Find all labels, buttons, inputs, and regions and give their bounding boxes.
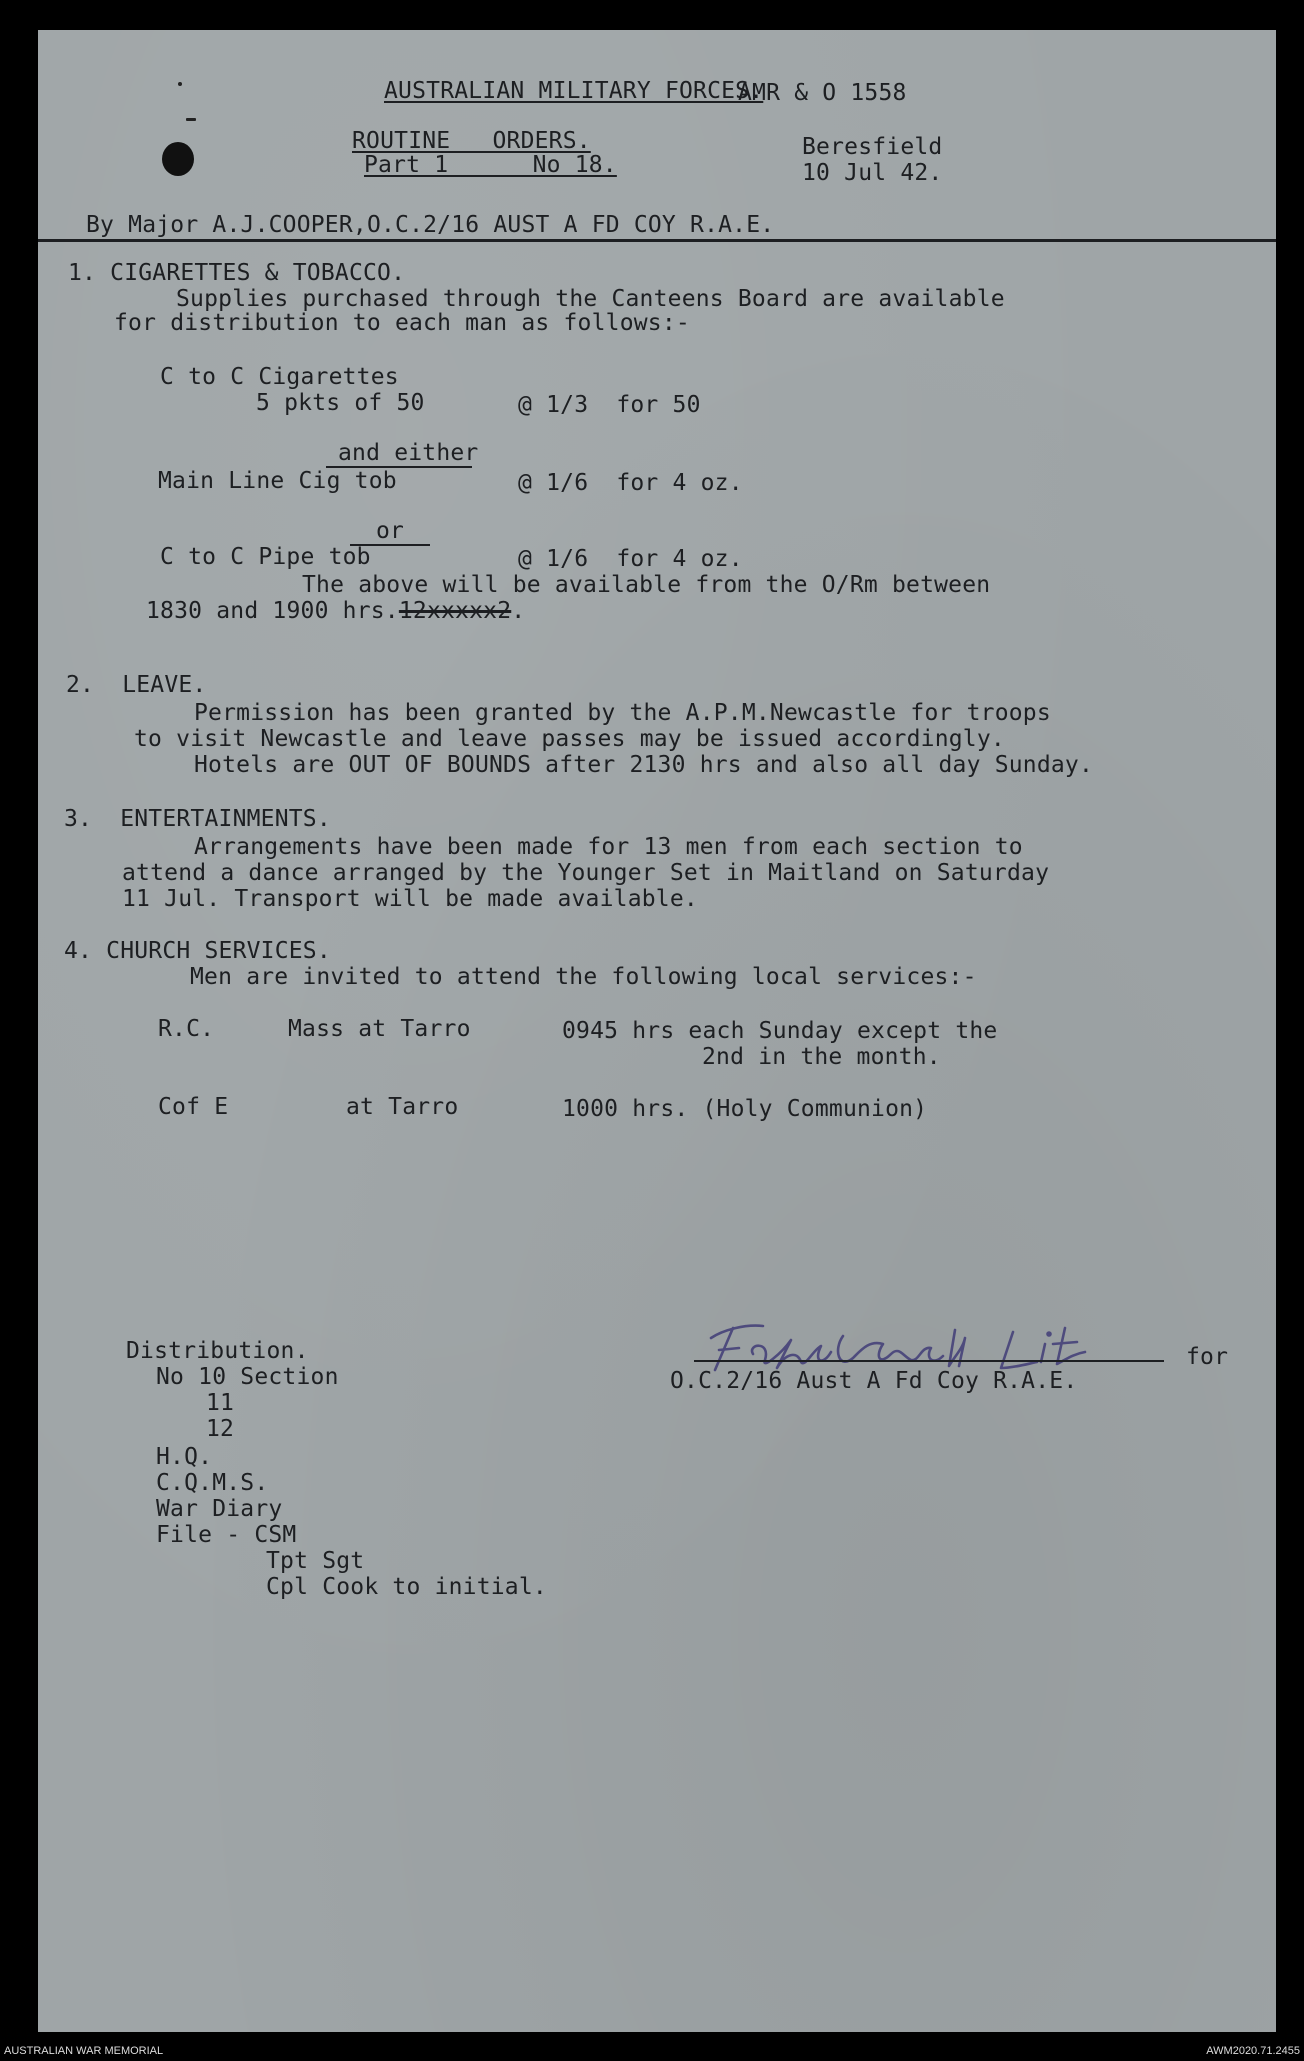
archive-reference: AWM2020.71.2455 — [1206, 2045, 1300, 2057]
date: 10 Jul 42. — [802, 160, 943, 186]
archive-credit: AUSTRALIAN WAR MEMORIAL — [4, 2045, 164, 2057]
section-text: 11 Jul. Transport will be made available. — [122, 886, 698, 912]
item-quantity: 5 pkts of 50 — [256, 390, 425, 416]
distribution-item: File - CSM — [156, 1522, 297, 1548]
item-price: @ 1/6 for 4 oz. — [518, 470, 743, 496]
section-heading: 2. LEAVE. — [66, 672, 207, 698]
distribution-item: C.Q.M.S. — [156, 1470, 269, 1496]
section-text: for distribution to each man as follows:- — [114, 310, 690, 336]
section-text: Hotels are OUT OF BOUNDS after 2130 hrs and also all day Sunday. — [194, 752, 1094, 778]
distribution-item: Tpt Sgt — [266, 1548, 365, 1574]
section-text: 1830 and 1900 hrs.12xxxxx2. — [146, 598, 526, 624]
item-connector: or — [376, 518, 405, 544]
distribution-item: H.Q. — [156, 1444, 213, 1470]
section-text: Arrangements have been made for 13 men from each section to — [194, 834, 1023, 860]
place: Beresfield — [802, 134, 943, 160]
ink-speck — [178, 82, 182, 86]
issued-by-line: By Major A.J.COOPER,O.C.2/16 AUST A FD COY R.A.E. — [86, 212, 775, 238]
service-place: Mass at Tarro — [288, 1016, 471, 1042]
header-rule — [38, 239, 1276, 242]
service-label: R.C. — [158, 1016, 215, 1042]
service-time: 2nd in the month. — [702, 1044, 941, 1070]
distribution-item: Cpl Cook to initial. — [266, 1574, 547, 1600]
signatory-title: O.C.2/16 Aust A Fd Coy R.A.E. — [670, 1368, 1078, 1394]
section-text: to visit Newcastle and leave passes may be issued accordingly. — [134, 726, 1005, 752]
section-text: Permission has been granted by the A.P.M.Newcastle for troops — [194, 700, 1051, 726]
item-name: C to C Pipe tob — [160, 544, 371, 570]
document-reference: AMR & O 1558 — [738, 80, 907, 106]
distribution-item: No 10 Section — [156, 1364, 339, 1390]
item-name: Main Line Cig tob — [158, 468, 397, 494]
distribution-item: 11 — [206, 1390, 235, 1416]
item-price: @ 1/3 for 50 — [518, 392, 701, 418]
ink-speck — [186, 118, 196, 121]
section-heading: 1. CIGARETTES & TOBACCO. — [68, 260, 406, 286]
service-time: 0945 hrs each Sunday except the — [562, 1018, 998, 1044]
service-place: at Tarro — [346, 1094, 459, 1120]
orders-part-number: Part 1 No 18. — [364, 152, 617, 178]
distribution-item: 12 — [206, 1416, 235, 1442]
section-text: The above will be available from the O/Rm between — [302, 572, 991, 598]
document-page — [38, 30, 1276, 2032]
service-label: Cof E — [158, 1094, 229, 1120]
item-name: C to C Cigarettes — [160, 364, 399, 390]
punch-hole — [162, 142, 194, 176]
item-connector: and either — [338, 440, 479, 466]
distribution-item: War Diary — [156, 1496, 283, 1522]
section-text: Supplies purchased through the Canteens Board are available — [176, 286, 1005, 312]
service-time: 1000 hrs. (Holy Communion) — [562, 1096, 928, 1122]
org-heading: AUSTRALIAN MILITARY FORCES. — [384, 78, 764, 104]
signature-for: for — [1186, 1344, 1229, 1370]
item-price: @ 1/6 for 4 oz. — [518, 546, 743, 572]
section-heading: 4. CHURCH SERVICES. — [64, 938, 331, 964]
section-text: Men are invited to attend the following local services:- — [190, 964, 977, 990]
section-heading: 3. ENTERTAINMENTS. — [64, 806, 331, 832]
orders-title: ROUTINE ORDERS. — [352, 128, 591, 154]
section-text: attend a dance arranged by the Younger Set in Maitland on Saturday — [122, 860, 1050, 886]
distribution-heading: Distribution. — [126, 1338, 309, 1364]
signature-line — [694, 1360, 1164, 1362]
